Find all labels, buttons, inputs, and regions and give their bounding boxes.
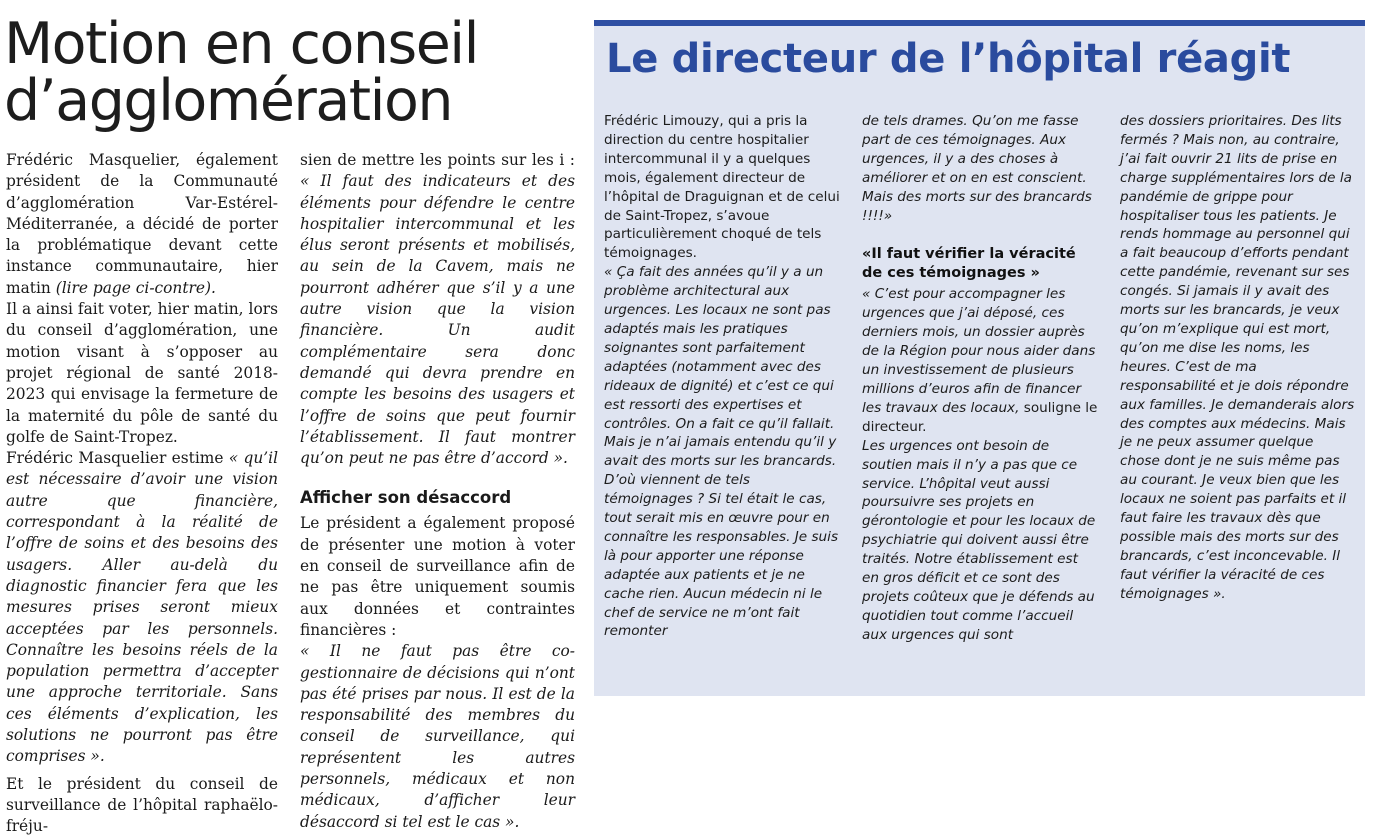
- quote-paragraph: « Il ne faut pas être co-gestionnaire de décisions qui n’ont pas été prises par nous. Il est de la responsabilité des membres du conseil de surveillance, qui représentent les autres personnels, médicaux et non médicaux, d’afficher leur désaccord si tel est le cas ».: [300, 642, 575, 831]
- quote-paragraph: de tels drames. Qu’on me fasse part de ces témoignages. Aux urgences, il y a des choses à améliorer et on en est conscient. Mais des morts sur des brancards !!!!»: [862, 113, 1092, 224]
- paragraph: Frédéric Limouzy, qui a pris la direction du centre hospitalier intercommunal il y a quelques mois, également directeur de l’hôpital de Draguignan et de celui de Saint-Tropez, s’avoue particulièrement choqué de tels témoignages.: [604, 113, 840, 262]
- left-article-column-1: [6, 150, 278, 838]
- paragraph: [6, 448, 278, 767]
- left-article: [0, 0, 578, 836]
- text: Frédéric Masquelier, également président de la Communauté d’agglomération Var-Estérel-Méditerranée, a décidé de porter la problématique devant cette instance communautaire, hier matin: [6, 151, 278, 297]
- right-article-column-1: [604, 112, 840, 641]
- paragraph: Le président a également proposé de présenter une motion à voter en conseil de surveillance afin de ne pas être uniquement soumis aux données et contraintes financières :: [300, 514, 575, 639]
- quote-paragraph: Les urgences ont besoin de soutien mais il n’y a pas que ce service. L’hôpital veut aussi poursuivre ses projets en gérontologie et pour les locaux de psychiatrie qui doivent aussi être traités. Notre établissement est en gros déficit et ce sont des projets coûteux que je défends au quotidien tout comme l’accueil aux urgences qui sont: [862, 437, 1096, 643]
- quote-text: « C’est pour accompagner les urgences que j’ai déposé, ces derniers mois, un dossier auprès de la Région pour nous aider dans un investissement de plusieurs millions d’euros afin de financer les travaux des locaux,: [862, 286, 1096, 416]
- quote-paragraph: des dossiers prioritaires. Des lits fermés ? Mais non, au contraire, j’ai fait ouvrir 21 lits de prise en charge supplémentaires lors de la pandémie de grippe pour hospitaliser tous les patients. Je rends hommage au personnel qui a fait beaucoup d’efforts pendant cette pandémie, revenant sur ses congés. Si jamais il y avait des morts sur les brancards, je veux qu’on m’explique qui est mort, qu’on me dise les noms, les heures. C’est de ma responsabilité et je dois répondre aux familles. Je demanderais alors des comptes aux médecins. Mais je ne peux assumer quelque chose dont je ne suis même pas au courant. Je veux bien que les locaux ne soient pas parfaits et il faut faire les travaux dès que possible mais des morts sur des brancards, c’est inconcevable. Il faut vérifier la véracité de ces témoignages ».: [1120, 113, 1355, 602]
- headline-line-2: d’agglomération: [4, 68, 452, 134]
- left-article-headline: [4, 11, 574, 134]
- quote-text: « Il faut des indicateurs et des éléments pour défendre le centre hospitalier intercommunal et les élus seront présents et mobilisés, au sein de la Cavem, mais ne pourront adhérer que s’il y a une autre vision que la vision financière. Un audit complémentaire sera donc demandé qui devra prendre en compte les besoins des usagers et l’offre de soins que peut fournir l’établissement. Il faut montrer qu’on peut ne pas être d’accord ».: [300, 172, 575, 468]
- right-article-column-2: [862, 112, 1098, 645]
- text: Frédéric Masquelier estime: [6, 449, 229, 468]
- left-article-column-2: [300, 150, 575, 833]
- paragraph: Et le président du conseil de surveillance de l’hôpital raphaëlo-fréju-: [6, 774, 278, 836]
- italic-text: (lire page ci-contre).: [55, 278, 216, 297]
- paragraph: [300, 150, 575, 469]
- paragraph: [862, 285, 1098, 436]
- text: sien de mettre les points sur les i :: [300, 151, 575, 169]
- headline-line-1: Motion en conseil: [4, 11, 478, 77]
- subheading: Afficher son désaccord: [300, 488, 512, 508]
- quote-text: « qu’il est nécessaire d’avoir une vision autre que financière, correspondant à la réalité de l’offre de soins et des besoins des usagers. Aller au-delà du diagnostic financier fera que les mesures prises seront mieux acceptées par les personnels. Connaître les besoins réels de la population permettra d’accepter une approche territoriale. Sans ces éléments d’explication, les solutions ne pourront pas être comprises ».: [6, 449, 278, 766]
- paragraph: [6, 150, 278, 299]
- quote-paragraph: « Ça fait des années qu’il y a un problème architectural aux urgences. Les locaux ne sont pas adaptés mais les pratiques soignantes sont parfaitement adaptées (notamment avec des rideaux de dignité) et c’est ce qui est ressorti des expertises et contrôles. On a fait ce qu’il fallait. Mais je n’ai jamais entendu qu’il y avait des morts sur les brancards. D’où viennent de tels témoignages ? Si tel était le cas, tout serait mis en œuvre pour en connaître les responsables. Je suis là pour apporter une réponse adaptée aux patients et je ne cache rien. Aucun médecin ni le chef de service ne m’ont fait remonter: [604, 264, 839, 640]
- right-article-box: [594, 20, 1365, 696]
- right-article-column-3: [1120, 112, 1356, 604]
- subheading: «Il faut vérifier la véracité de ces témoignages »: [862, 246, 1076, 282]
- text: souligne le directeur.: [862, 399, 1098, 435]
- paragraph: Il a ainsi fait voter, hier matin, lors du conseil d’agglomération, une motion visant à s’opposer au projet régional de santé 2018-2023 qui envisage la fermeture de la maternité du pôle de santé du golfe de Saint-Tropez.: [6, 300, 278, 446]
- right-article-headline: Le directeur de l’hôpital réagit: [606, 36, 1291, 82]
